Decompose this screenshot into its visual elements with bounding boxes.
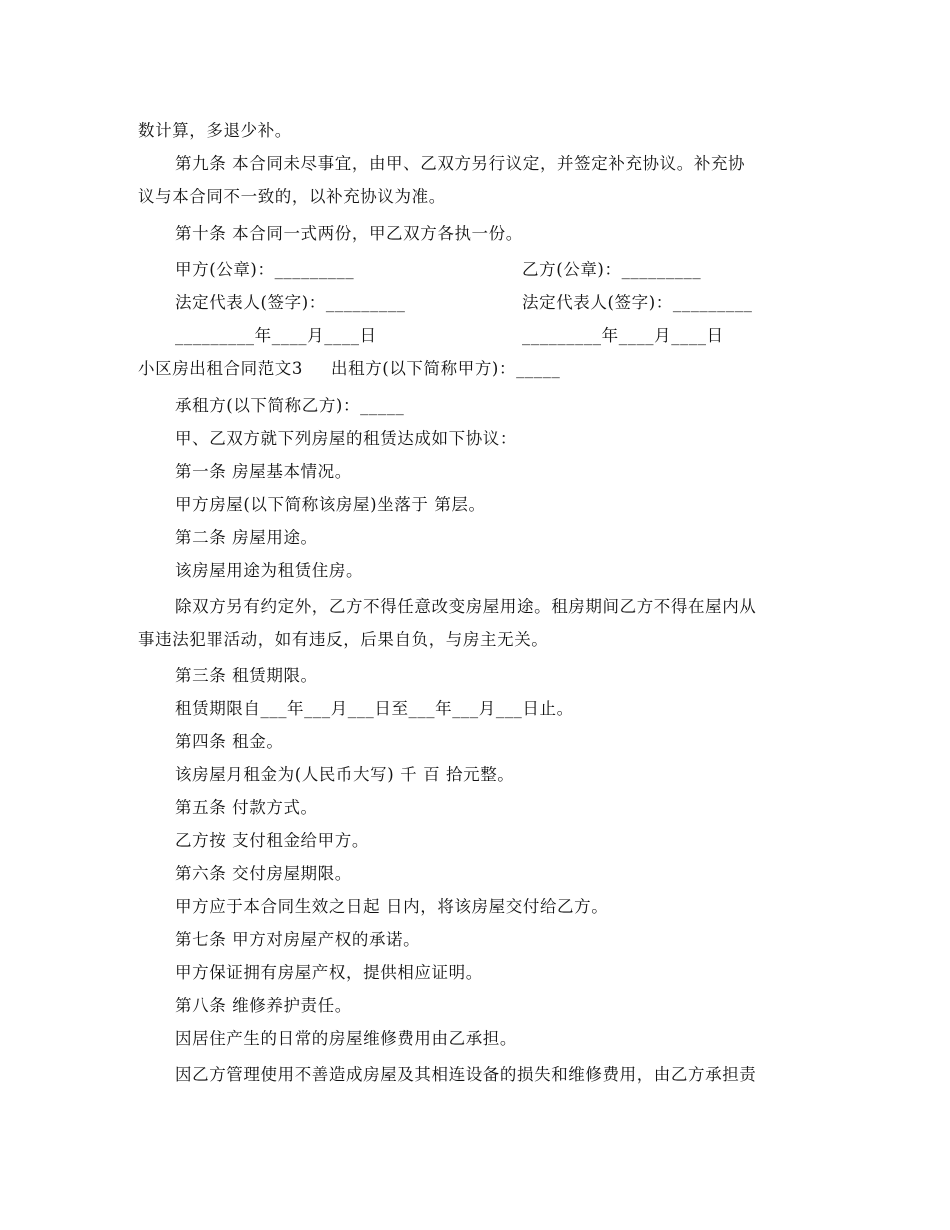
paragraph-line: 甲、乙双方就下列房屋的租赁达成如下协议： xyxy=(175,429,517,448)
article-9: 第九条 本合同未尽事宜，由甲、乙双方另行议定，并签定补充协议。补充协 xyxy=(175,154,746,173)
paragraph-line: 因乙方管理使用不善造成房屋及其相连设备的损失和维修费用，由乙方承担责 xyxy=(175,1065,757,1084)
article-7: 第七条 甲方对房屋产权的承诺。 xyxy=(175,930,421,949)
section-title: 小区房出租合同范文3 xyxy=(138,359,303,378)
article-5: 第五条 付款方式。 xyxy=(175,798,318,817)
paragraph-line: 租赁期限自___年___月___日至___年___月___日止。 xyxy=(175,699,574,718)
party-a-rep: 法定代表人(签字)：_________ xyxy=(175,293,406,312)
signature-seal-row xyxy=(0,253,950,286)
article-10: 第十条 本合同一式两份，甲乙双方各执一份。 xyxy=(175,224,523,243)
party-b-seal: 乙方(公章)：_________ xyxy=(522,260,702,279)
paragraph-line: 因居住产生的日常的房屋维修费用由乙承担。 xyxy=(175,1029,517,1048)
party-b-rep: 法定代表人(签字)：_________ xyxy=(522,293,753,312)
party-a-date: _________年____月____日 xyxy=(175,326,377,345)
section-heading-line xyxy=(138,352,828,385)
paragraph-line: 甲方保证拥有房屋产权，提供相应证明。 xyxy=(175,963,483,982)
article-4: 第四条 租金。 xyxy=(175,732,284,751)
party-b-date: _________年____月____日 xyxy=(522,326,724,345)
paragraph-line: 事违法犯罪活动，如有违反，后果自负，与房主无关。 xyxy=(138,630,549,649)
paragraph-line: 除双方另有约定外，乙方不得任意改变房屋用途。租房期间乙方不得在屋内从 xyxy=(175,597,757,616)
paragraph-line: 数计算，多退少补。 xyxy=(138,121,292,140)
signature-rep-row xyxy=(0,286,950,319)
lessee-line: 承租方(以下简称乙方)：_____ xyxy=(175,396,405,415)
lessor-line: 出租方(以下简称甲方)：_____ xyxy=(331,359,561,378)
article-1: 第一条 房屋基本情况。 xyxy=(175,462,352,481)
paragraph-line: 甲方房屋(以下简称该房屋)坐落于 第层。 xyxy=(175,495,486,514)
paragraph-line: 乙方按 支付租金给甲方。 xyxy=(175,831,369,850)
paragraph-line: 该房屋用途为租赁住房。 xyxy=(175,561,364,580)
paragraph-line: 该房屋月租金为(人民币大写) 千 百 拾元整。 xyxy=(175,765,515,784)
article-6: 第六条 交付房屋期限。 xyxy=(175,864,352,883)
party-a-seal: 甲方(公章)：_________ xyxy=(175,260,355,279)
paragraph-line: 议与本合同不一致的，以补充协议为准。 xyxy=(138,187,446,206)
article-2: 第二条 房屋用途。 xyxy=(175,528,318,547)
paragraph-line: 甲方应于本合同生效之日起 日内，将该房屋交付给乙方。 xyxy=(175,897,609,916)
article-8: 第八条 维修养护责任。 xyxy=(175,996,352,1015)
signature-date-row xyxy=(0,319,950,352)
article-3: 第三条 租赁期限。 xyxy=(175,666,318,685)
